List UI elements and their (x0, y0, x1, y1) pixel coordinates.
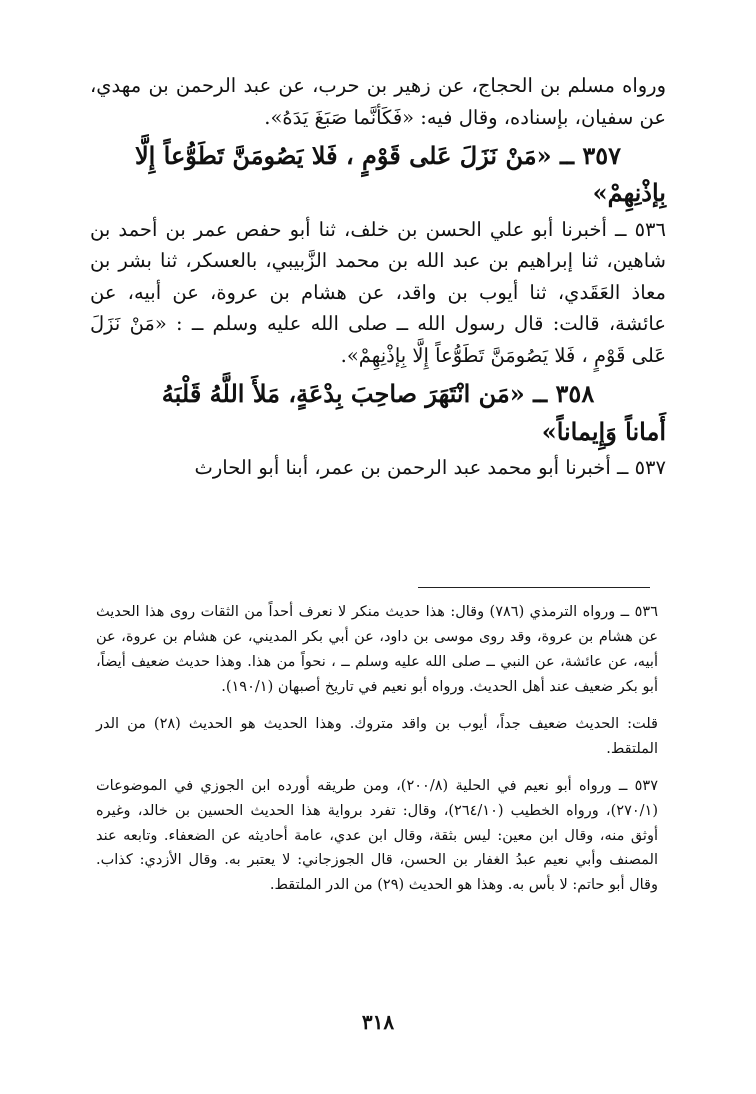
hadith-358-line1: ٣٥٨ ــ «مَن انْتَهَرَ صاحِبَ بِدْعَةٍ، مَلأَ اللَّهُ قَلْبَهُ (161, 379, 595, 409)
footnote-divider (418, 587, 650, 588)
page-number: ٣١٨ (361, 1010, 395, 1034)
hadith-357-heading (90, 137, 666, 211)
hadith-357-line2: بِإذْنِهِمْ» (592, 178, 666, 208)
footnote-536-a: ٥٣٦ ــ ورواه الترمذي (٧٨٦) وقال: هذا حديث منكر لا نعرف أحداً من الثقات روى هذا الحديث عن هشام بن عروة، وقد روى موسى بن داود، عن أبي بكر المديني، عن هشام بن عروة، عن أبيه، عن عائشة، عن النبي ــ صلى الله عليه وسلم ــ ، نحواً من هذا. وهذا حديث ضعيف أيضاً، أبو بكر ضعيف عند أهل الحديث. ورواه أبو نعيم في تاريخ أصبهان (١٩٠/١). (96, 604, 658, 695)
main-text (90, 70, 666, 483)
intro-paragraph: ورواه مسلم بن الحجاج، عن زهير بن حرب، عن عبد الرحمن بن مهدي، عن سفيان، بإسناده، وقال فيه: «فَكَأنَّما صَبَغَ يَدَهُ». (90, 74, 666, 129)
narration-537: ٥٣٧ ــ أخبرنا أبو محمد عبد الرحمن بن عمر، أبنا أبو الحارث (194, 455, 666, 479)
footnote-537: ٥٣٧ ــ ورواه أبو نعيم في الحلية (٢٠٠/٨)، ومن طريقه أورده ابن الجوزي في الموضوعات (٢٧٠/١)، ورواه الخطيب (٢٦٤/١٠)، وقال: تفرد برواية هذا الحديث الحسين بن خالد، وغيره أوثق منه، وقال ابن معين: ليس بثقة، وقال ابن عدي، عامة أحاديثه عن الضعفاء. وتابعه عند المصنف وأبي نعيم عبدُ الغفار بن الحسن، قال الجوزجاني: لا يعتبر به. وقال الأزدي: كذاب. وقال أبو حاتم: لا بأس به. وهذا هو الحديث (٢٩) من الدر الملتقط. (96, 777, 658, 894)
footnote-536-b: قلت: الحديث ضعيف جداً، أيوب بن واقد متروك. وهذا الحديث هو الحديث (٢٨) من الدر الملتقط. (96, 715, 658, 757)
narration-536: ٥٣٦ ــ أخبرنا أبو علي الحسن بن خلف، ثنا أبو حفص عمر بن أحمد بن شاهين، ثنا إبراهيم بن عبد الله بن محمد الزَّبيبي، بالعسكر، ثنا بشر بن معاذ العَقَدي، ثنا أيوب بن واقد، عن هشام بن عروة، عن أبيه، عن عائشة، قالت: قال رسول الله ــ صلى الله عليه وسلم ــ : «مَنْ نَزَلَ عَلى قَوْمٍ ، فَلا يَصُومَنَّ تَطَوُّعاً إِلَّا بِإذْنِهِمْ». (90, 217, 666, 367)
footnotes (96, 600, 658, 898)
hadith-358-line2: أَماناً وَإِيماناً» (541, 416, 666, 446)
hadith-357-line1: ٣٥٧ ــ «مَنْ نَزَلَ عَلى قَوْمٍ ، فَلا يَصُومَنَّ تَطَوُّعاً إِلَّا (134, 141, 622, 171)
hadith-358-heading (90, 375, 666, 449)
